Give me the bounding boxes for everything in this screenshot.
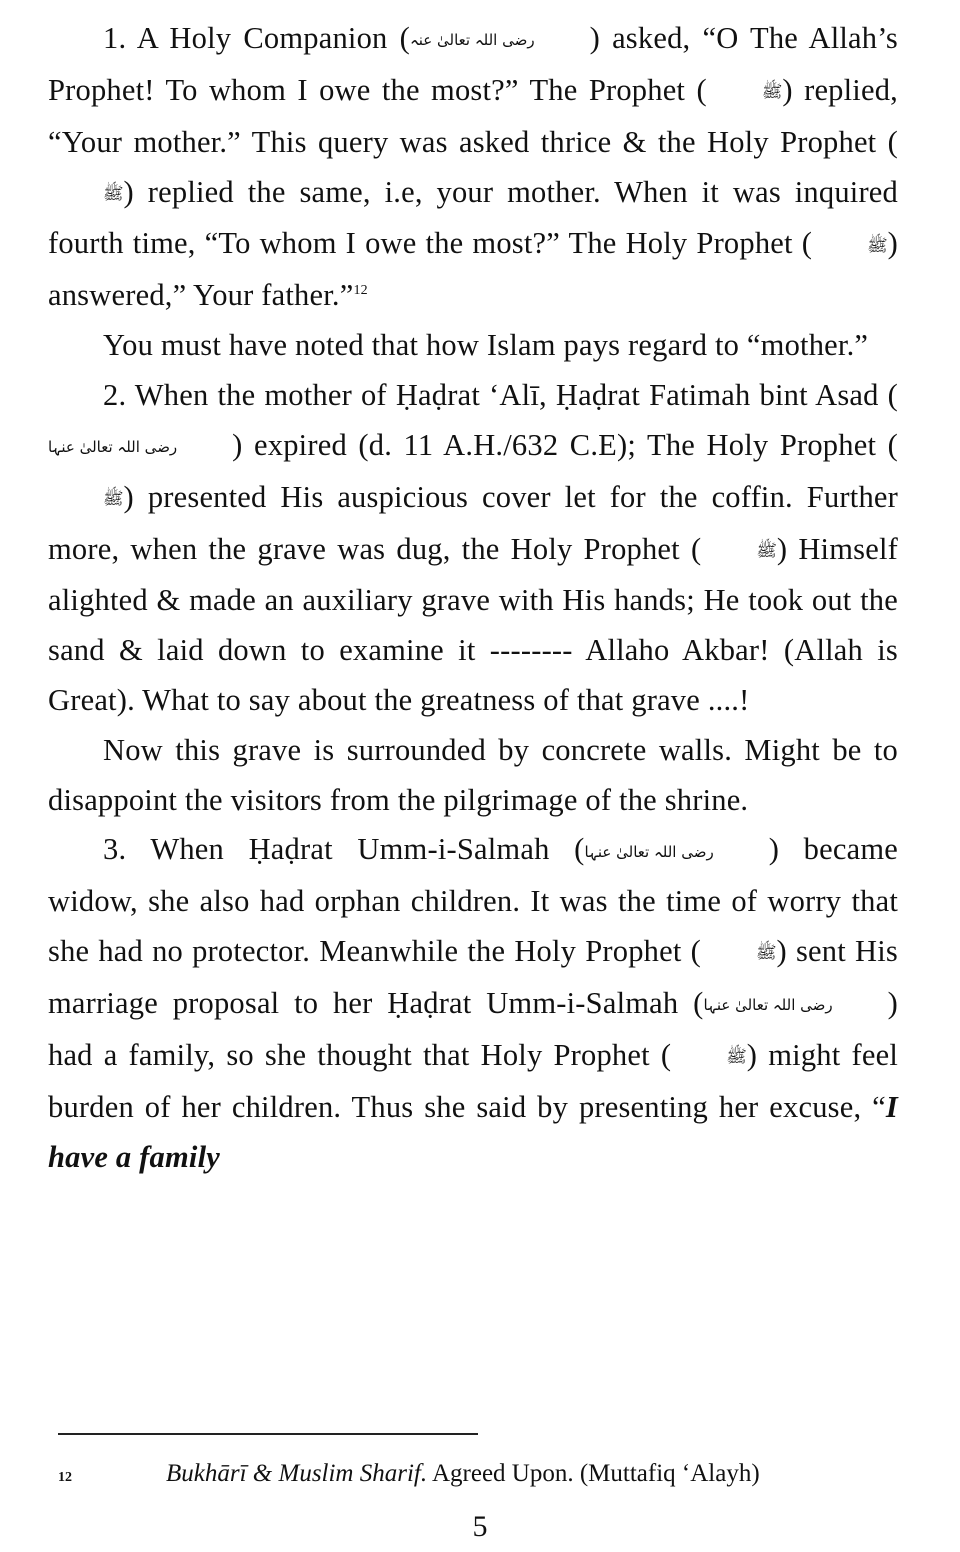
quoted-excuse: I have a family [48, 1089, 898, 1174]
text-run: 2. When the mother of Ḥaḍrat ‘Alī, Ḥaḍrat Fatimah bint Asad ( [103, 377, 898, 412]
text-run: ) became widow, she also had orphan children. It was the time of worry that she had no protector. Meanwhile the Holy Prophet ( [48, 832, 898, 969]
arabic-honorific: رضی اللہ تعالیٰ عنہا [703, 996, 833, 1015]
page-number: 5 [472, 1510, 488, 1543]
arabic-honorific: رضی اللہ تعالیٰ عنہا [48, 437, 178, 456]
salawat-glyph: ﷺ [761, 81, 783, 102]
text-run: ) answered,” Your father.” [48, 226, 898, 313]
footnote-text [166, 1458, 760, 1490]
salawat-glyph: ﷺ [755, 943, 777, 964]
paragraph-grave-walls: Now this grave is surrounded by concrete walls. Might be to disappoint the visitors from the pilgrimage of the shrine. [48, 732, 898, 817]
paragraph-fatimah-bint-asad [48, 371, 898, 726]
salawat-glyph: ﷺ [756, 540, 777, 561]
text-run: ) might feel burden of her children. Thus she said by presenting her excuse, “ [48, 1037, 899, 1124]
salawat-glyph: ﷺ [867, 235, 888, 256]
text-run: ) presented His auspicious cover let for the coffin. Further more, when the grave was dug, the Holy Prophet ( [48, 479, 898, 566]
paragraph-umm-i-salmah [48, 825, 898, 1182]
text-run: ) Himself alighted & made an auxiliary grave with His hands; He took out the sand & laid down to examine it -------- Allaho Akbar! (Allah is Great). What to say about the greatness of that grave ....! [48, 531, 898, 718]
text-run: ) asked, “O The Allah’s Prophet! To whom I owe the most?” The Prophet ( [48, 21, 898, 107]
text-run: ) expired (d. 11 A.H./632 C.E); The Holy Prophet ( [232, 427, 898, 462]
text-run: ) replied the same, i.e, your mother. When it was inquired fourth time, “To whom I owe the most?” The Holy Prophet ( [48, 174, 898, 261]
text-run: ) sent His marriage proposal to her Ḥaḍrat Umm-i-Salmah ( [48, 934, 898, 1020]
text-run: 1. A Holy Companion ( [103, 21, 410, 55]
salawat-glyph: ﷺ [103, 488, 124, 509]
footnote-reference: 12 [353, 283, 368, 299]
footnote-source: Bukhārī & Muslim Sharif. [166, 1460, 428, 1487]
paragraph-regard-mother: You must have noted that how Islam pays regard to “mother.” [103, 328, 869, 363]
text-run: ) had a family, so she thought that Holy Prophet ( [48, 985, 898, 1072]
footnote-rest: Agreed Upon. (Muttafiq ‘Alayh) [427, 1460, 760, 1487]
footnote-divider [58, 1433, 478, 1435]
text-run: 3. When Ḥaḍrat Umm-i-Salmah ( [103, 832, 585, 867]
footnote-number: 12 [58, 1470, 72, 1485]
salawat-glyph: ﷺ [103, 183, 124, 204]
salawat-glyph: ﷺ [726, 1046, 747, 1067]
arabic-honorific: رضی اللہ تعالیٰ عنہا [584, 842, 714, 861]
text-run: ) replied, “Your mother.” This query was asked thrice & the Holy Prophet ( [48, 72, 898, 159]
arabic-honorific: رضی اللہ تعالیٰ عنہ [409, 31, 535, 50]
paragraph-hadith-mother [48, 14, 898, 321]
page-body [48, 14, 898, 1182]
